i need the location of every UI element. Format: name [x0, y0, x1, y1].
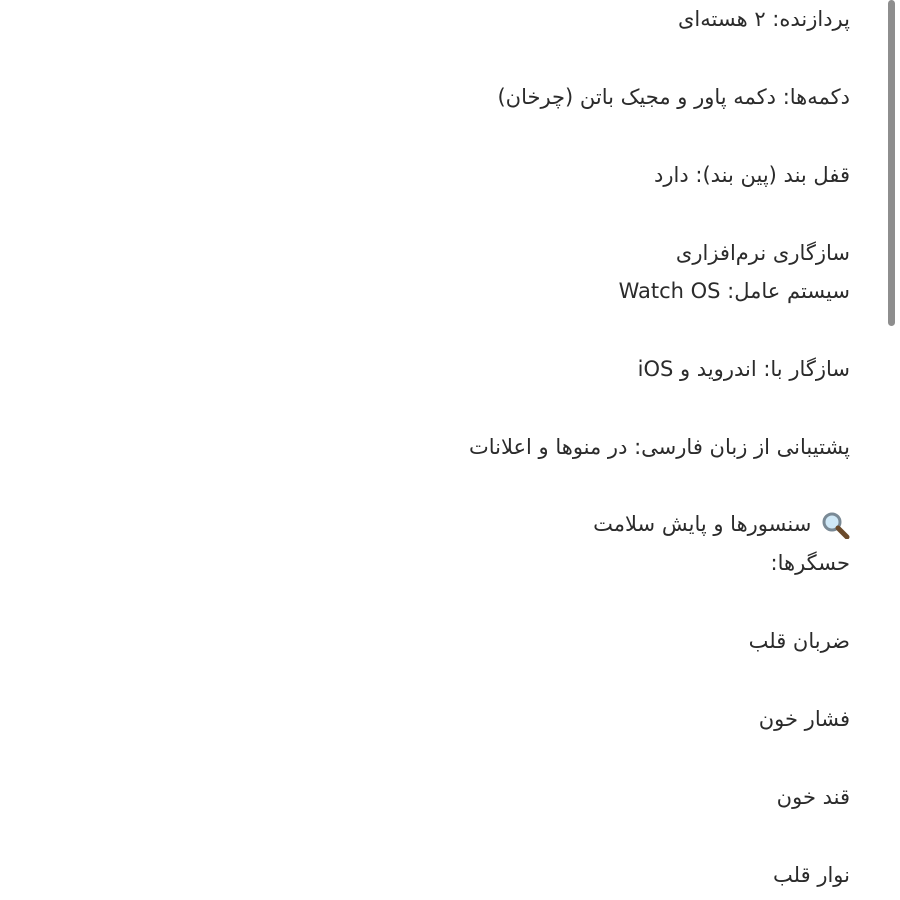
sensors-label: حسگرها: [770, 551, 850, 575]
spec-os: سیستم عامل: Watch OS [618, 279, 850, 303]
magnifier-icon [820, 511, 850, 539]
sensor-heart-rate: ضربان قلب [748, 629, 850, 653]
spec-compatible: سازگار با: اندروید و iOS [637, 357, 850, 381]
scrollbar[interactable] [888, 0, 895, 326]
sensor-blood-sugar: قند خون [776, 785, 850, 809]
sensors-heading-text: سنسورها و پایش سلامت [593, 512, 812, 536]
spec-strap-lock: قفل بند (پین بند): دارد [654, 163, 850, 187]
sensors-heading [593, 505, 850, 543]
sensor-blood-pressure: فشار خون [758, 707, 850, 731]
spec-buttons: دکمه‌ها: دکمه پاور و مجیک باتن (چرخان) [497, 85, 850, 109]
spec-persian-support: پشتیبانی از زبان فارسی: در منوها و اعلانات [468, 435, 850, 459]
sensor-ecg: نوار قلب [773, 863, 850, 887]
spec-processor: پردازنده: ۲ هسته‌ای [677, 7, 850, 31]
software-heading: سازگاری نرم‌افزاری [675, 241, 850, 265]
